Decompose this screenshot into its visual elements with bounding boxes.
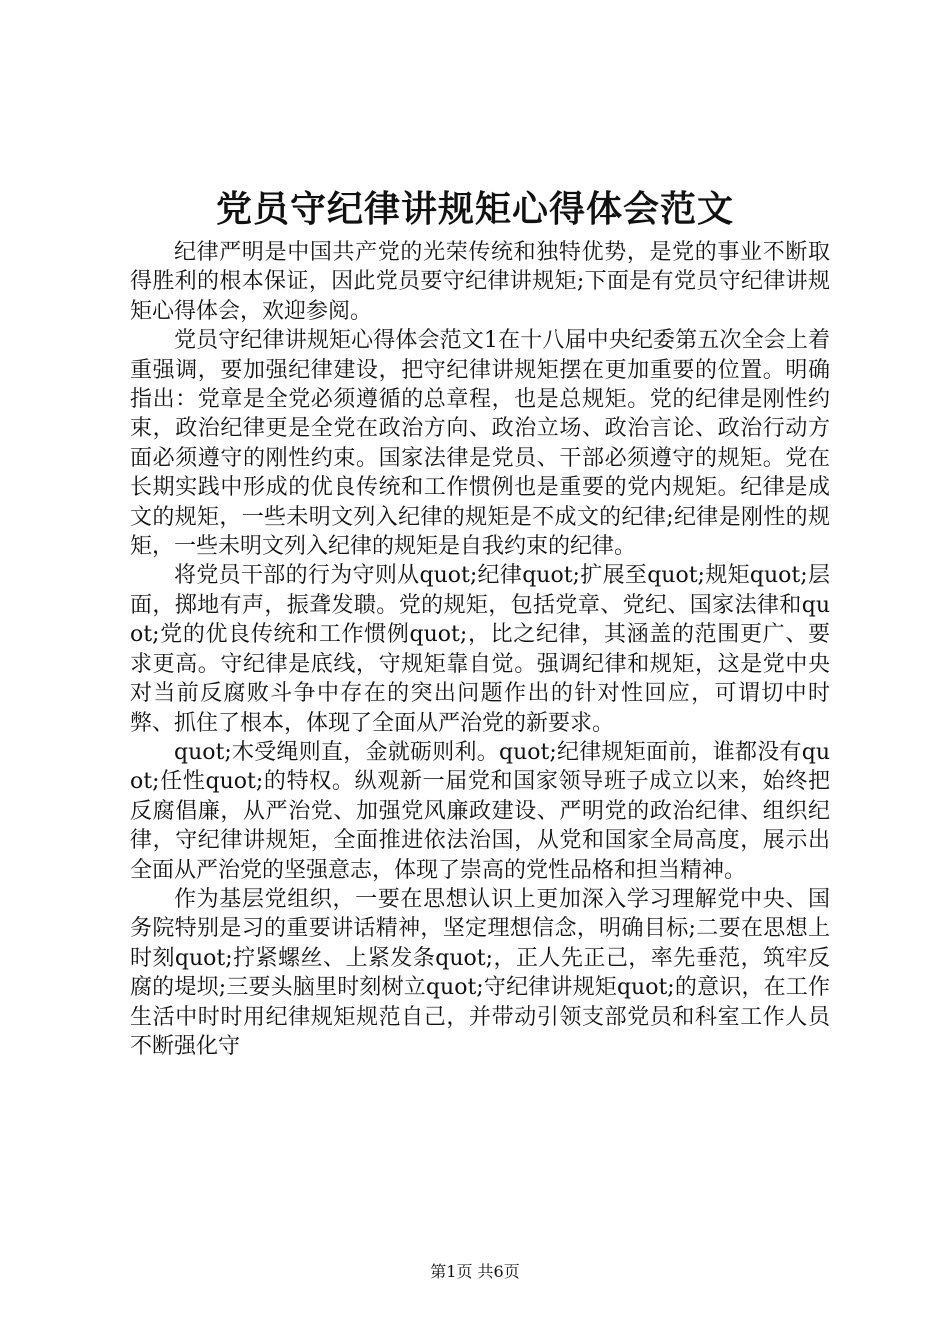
paragraph-rules-scope: 将党员干部的行为守则从quot;纪律quot;扩展至quot;规矩quot;层面，掷地有声，振聋发聩。党的规矩，包括党章、党纪、国家法律和quot;党的优良传统和工作惯例quot;，比之纪律，其涵盖的范围更广、要求更高。守纪律是底线，守规矩靠自觉。强调纪律和规矩，这是党中央对当前反腐败斗争中存在的突出问题作出的针对性回应，可谓切中时弊、抓住了根本，体现了全面从严治党的新要求。 xyxy=(130,563,830,736)
document-title: 党员守纪律讲规矩心得体会范文 xyxy=(215,189,734,230)
paragraph-essay-1: 党员守纪律讲规矩心得体会范文1在十八届中央纪委第五次全会上着重强调，要加强纪律建设，把守纪律讲规矩摆在更加重要的位置。明确指出：党章是全党必须遵循的总章程，也是总规矩。党的纪律是刚性约束，政治纪律更是全党在政治方向、政治立场、政治言论、政治行动方面必须遵守的刚性约束。国家法律是党员、干部必须遵守的规矩。党在长期实践中形成的优良传统和工作惯例也是重要的党内规矩。纪律是成文的规矩，一些未明文列入纪律的规矩是不成文的纪律;纪律是刚性的规矩，一些未明文列入纪律的规矩是自我约束的纪律。 xyxy=(130,328,830,560)
paragraph-grassroots: 作为基层党组织，一要在思想认识上更加深入学习理解党中央、国务院特别是习的重要讲话精神，坚定理想信念，明确目标;二要在思想上时刻quot;拧紧螺丝、上紧发条quot;，正人先正己，率先垂范，筑牢反腐的堤坝;三要头脑里时刻树立quot;守纪律讲规矩quot;的意识，在工作生活中时时用纪律规矩规范自己，并带动引领支部党员和科室工作人员不断强化守 xyxy=(130,886,830,1059)
paragraph-intro: 纪律严明是中国共产党的光荣传统和独特优势，是党的事业不断取得胜利的根本保证，因此党员要守纪律讲规矩;下面是有党员守纪律讲规矩心得体会，欢迎参阅。 xyxy=(130,240,830,324)
paragraph-no-privilege: quot;木受绳则直，金就砺则利。quot;纪律规矩面前，谁都没有quot;任性quot;的特权。纵观新一届党和国家领导班子成立以来，始终把反腐倡廉，从严治党、加强党风廉政建设、严明党的政治纪律、组织纪律，守纪律讲规矩，全面推进依法治国，从党和国家全局高度，展示出全面从严治党的坚强意志，体现了崇高的党性品格和担当精神。 xyxy=(130,739,830,883)
document-body xyxy=(130,238,830,1061)
page-number-footer: 第1页 共6页 xyxy=(430,1262,520,1281)
